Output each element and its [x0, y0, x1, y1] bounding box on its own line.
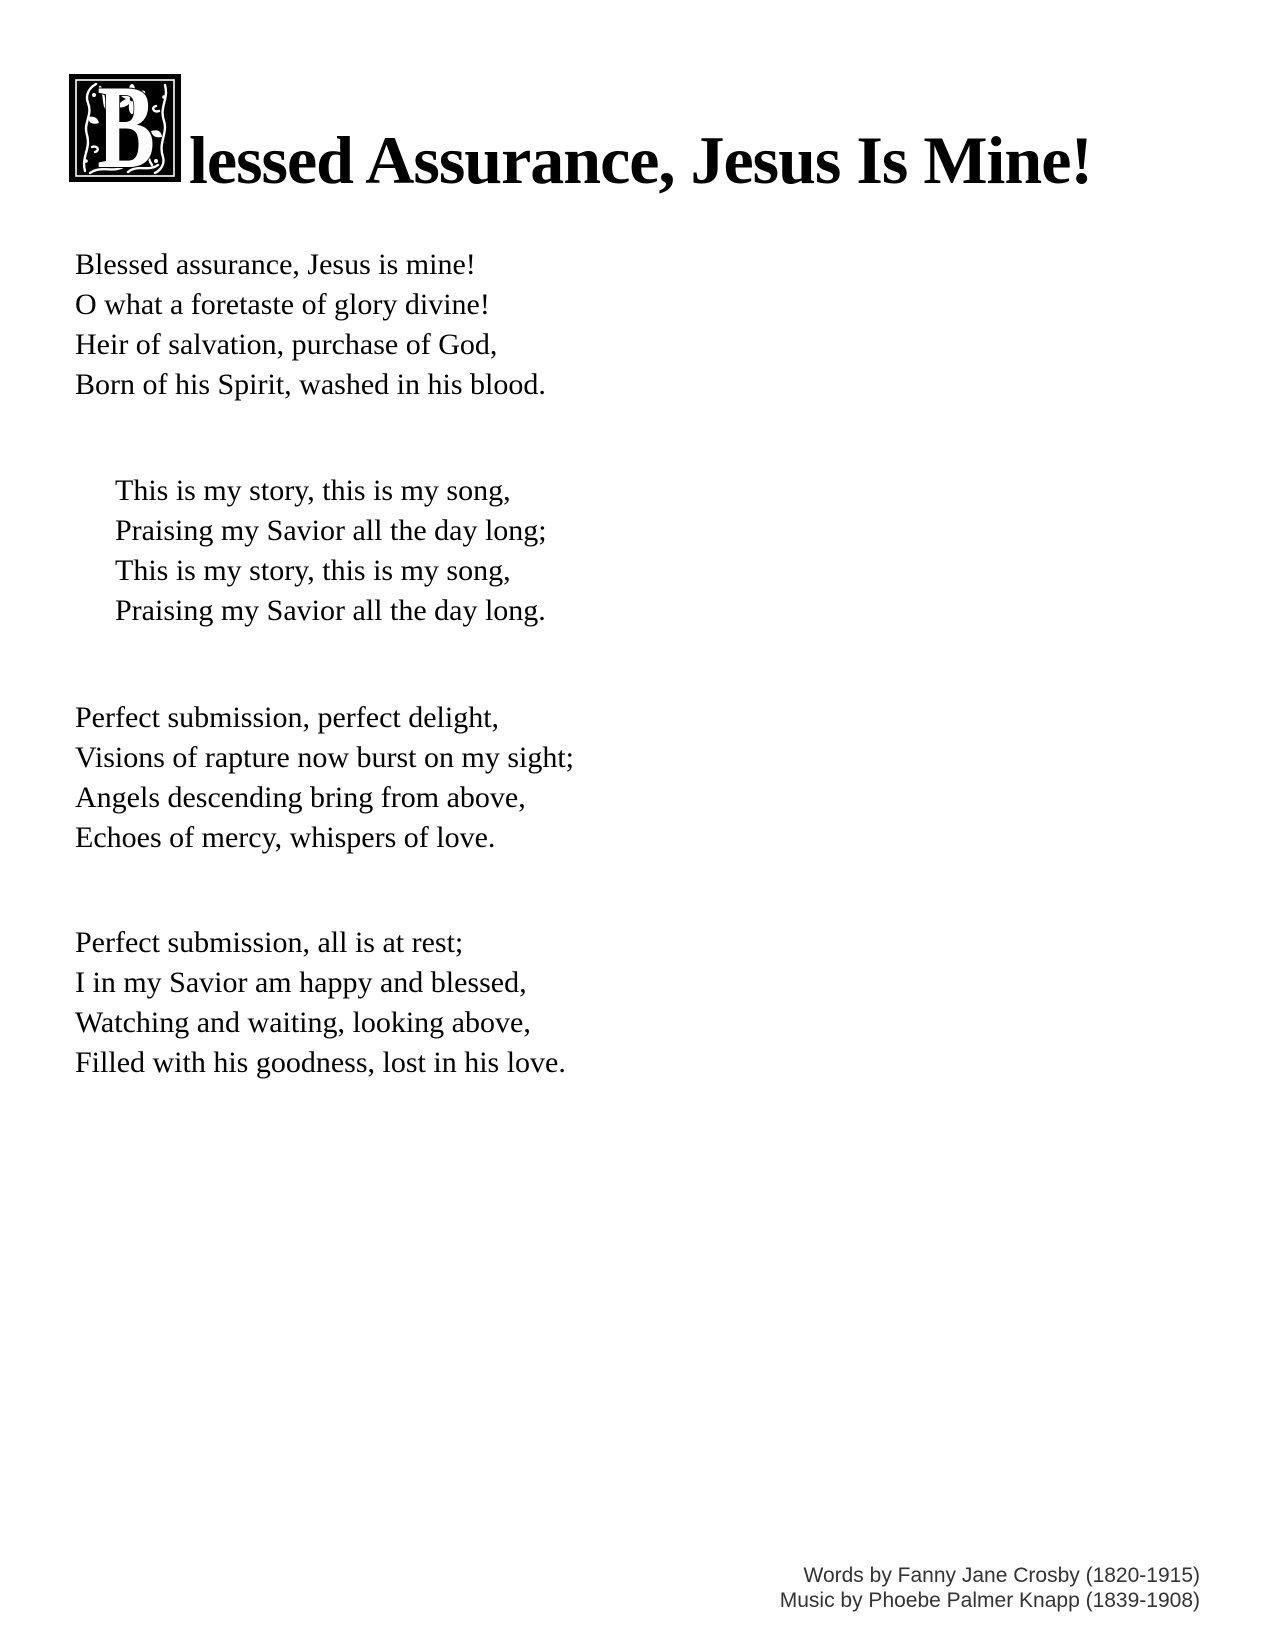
lyric-line: Praising my Savior all the day long. — [115, 594, 546, 627]
verse-1 — [75, 245, 546, 405]
lyric-line: Born of his Spirit, washed in his blood. — [75, 368, 546, 401]
words-credit: Words by Fanny Jane Crosby (1820-1915) — [803, 1564, 1200, 1587]
chorus — [115, 471, 547, 631]
music-credit: Music by Phoebe Palmer Knapp (1839-1908) — [779, 1589, 1200, 1612]
lyric-line: Praising my Savior all the day long; — [115, 514, 547, 547]
lyric-line: Echoes of mercy, whispers of love. — [75, 821, 496, 854]
lyric-line: Perfect submission, all is at rest; — [75, 926, 464, 959]
lyric-line: Filled with his goodness, lost in his love. — [75, 1046, 566, 1079]
lyric-line: Heir of salvation, purchase of God, — [75, 328, 498, 361]
lyric-line: O what a foretaste of glory divine! — [75, 288, 490, 321]
ornate-dropcap-b-icon — [68, 73, 182, 183]
lyric-line: Blessed assurance, Jesus is mine! — [75, 248, 476, 281]
lyric-line: This is my story, this is my song, — [115, 474, 511, 507]
lyric-line: Visions of rapture now burst on my sight; — [75, 741, 574, 774]
credits-block — [780, 1563, 1200, 1613]
page-title: lessed Assurance, Jesus Is Mine! — [189, 122, 1093, 198]
lyric-line: I in my Savior am happy and blessed, — [75, 966, 527, 999]
lyric-line: Angels descending bring from above, — [75, 781, 526, 814]
dropcap-letter: B — [97, 73, 155, 183]
lyric-line: This is my story, this is my song, — [115, 554, 511, 587]
verse-2 — [75, 698, 574, 858]
verse-3 — [75, 923, 566, 1083]
title-block — [68, 73, 1092, 200]
lyric-line: Watching and waiting, looking above, — [75, 1006, 531, 1039]
lyric-line: Perfect submission, perfect delight, — [75, 701, 500, 734]
